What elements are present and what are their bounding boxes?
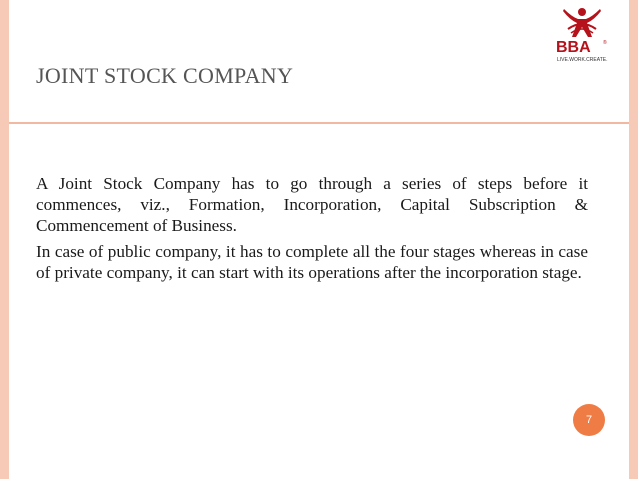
body-paragraph: In case of public company, it has to complete all the four stages whereas in case of private company, it can start with its operations after the incorporation stage. — [36, 242, 588, 282]
slide-body — [36, 173, 588, 288]
svg-text:BBA: BBA — [556, 39, 591, 56]
header-divider — [9, 122, 629, 124]
body-paragraph: A Joint Stock Company has to go through a series of steps before it commences, viz., Formation, Incorporation, Capital Subscription & Commencement of Business. — [36, 174, 588, 235]
left-accent-bar — [0, 0, 9, 479]
bba-logo-graphic — [554, 3, 614, 65]
svg-text:®: ® — [603, 40, 607, 46]
logo-tagline: LIVE.WORK.CREATE. — [557, 57, 608, 63]
bba-logo — [554, 3, 614, 65]
slide-title: JOINT STOCK COMPANY — [36, 63, 294, 88]
right-accent-bar — [629, 0, 638, 479]
page-number-badge: 7 — [573, 404, 605, 436]
